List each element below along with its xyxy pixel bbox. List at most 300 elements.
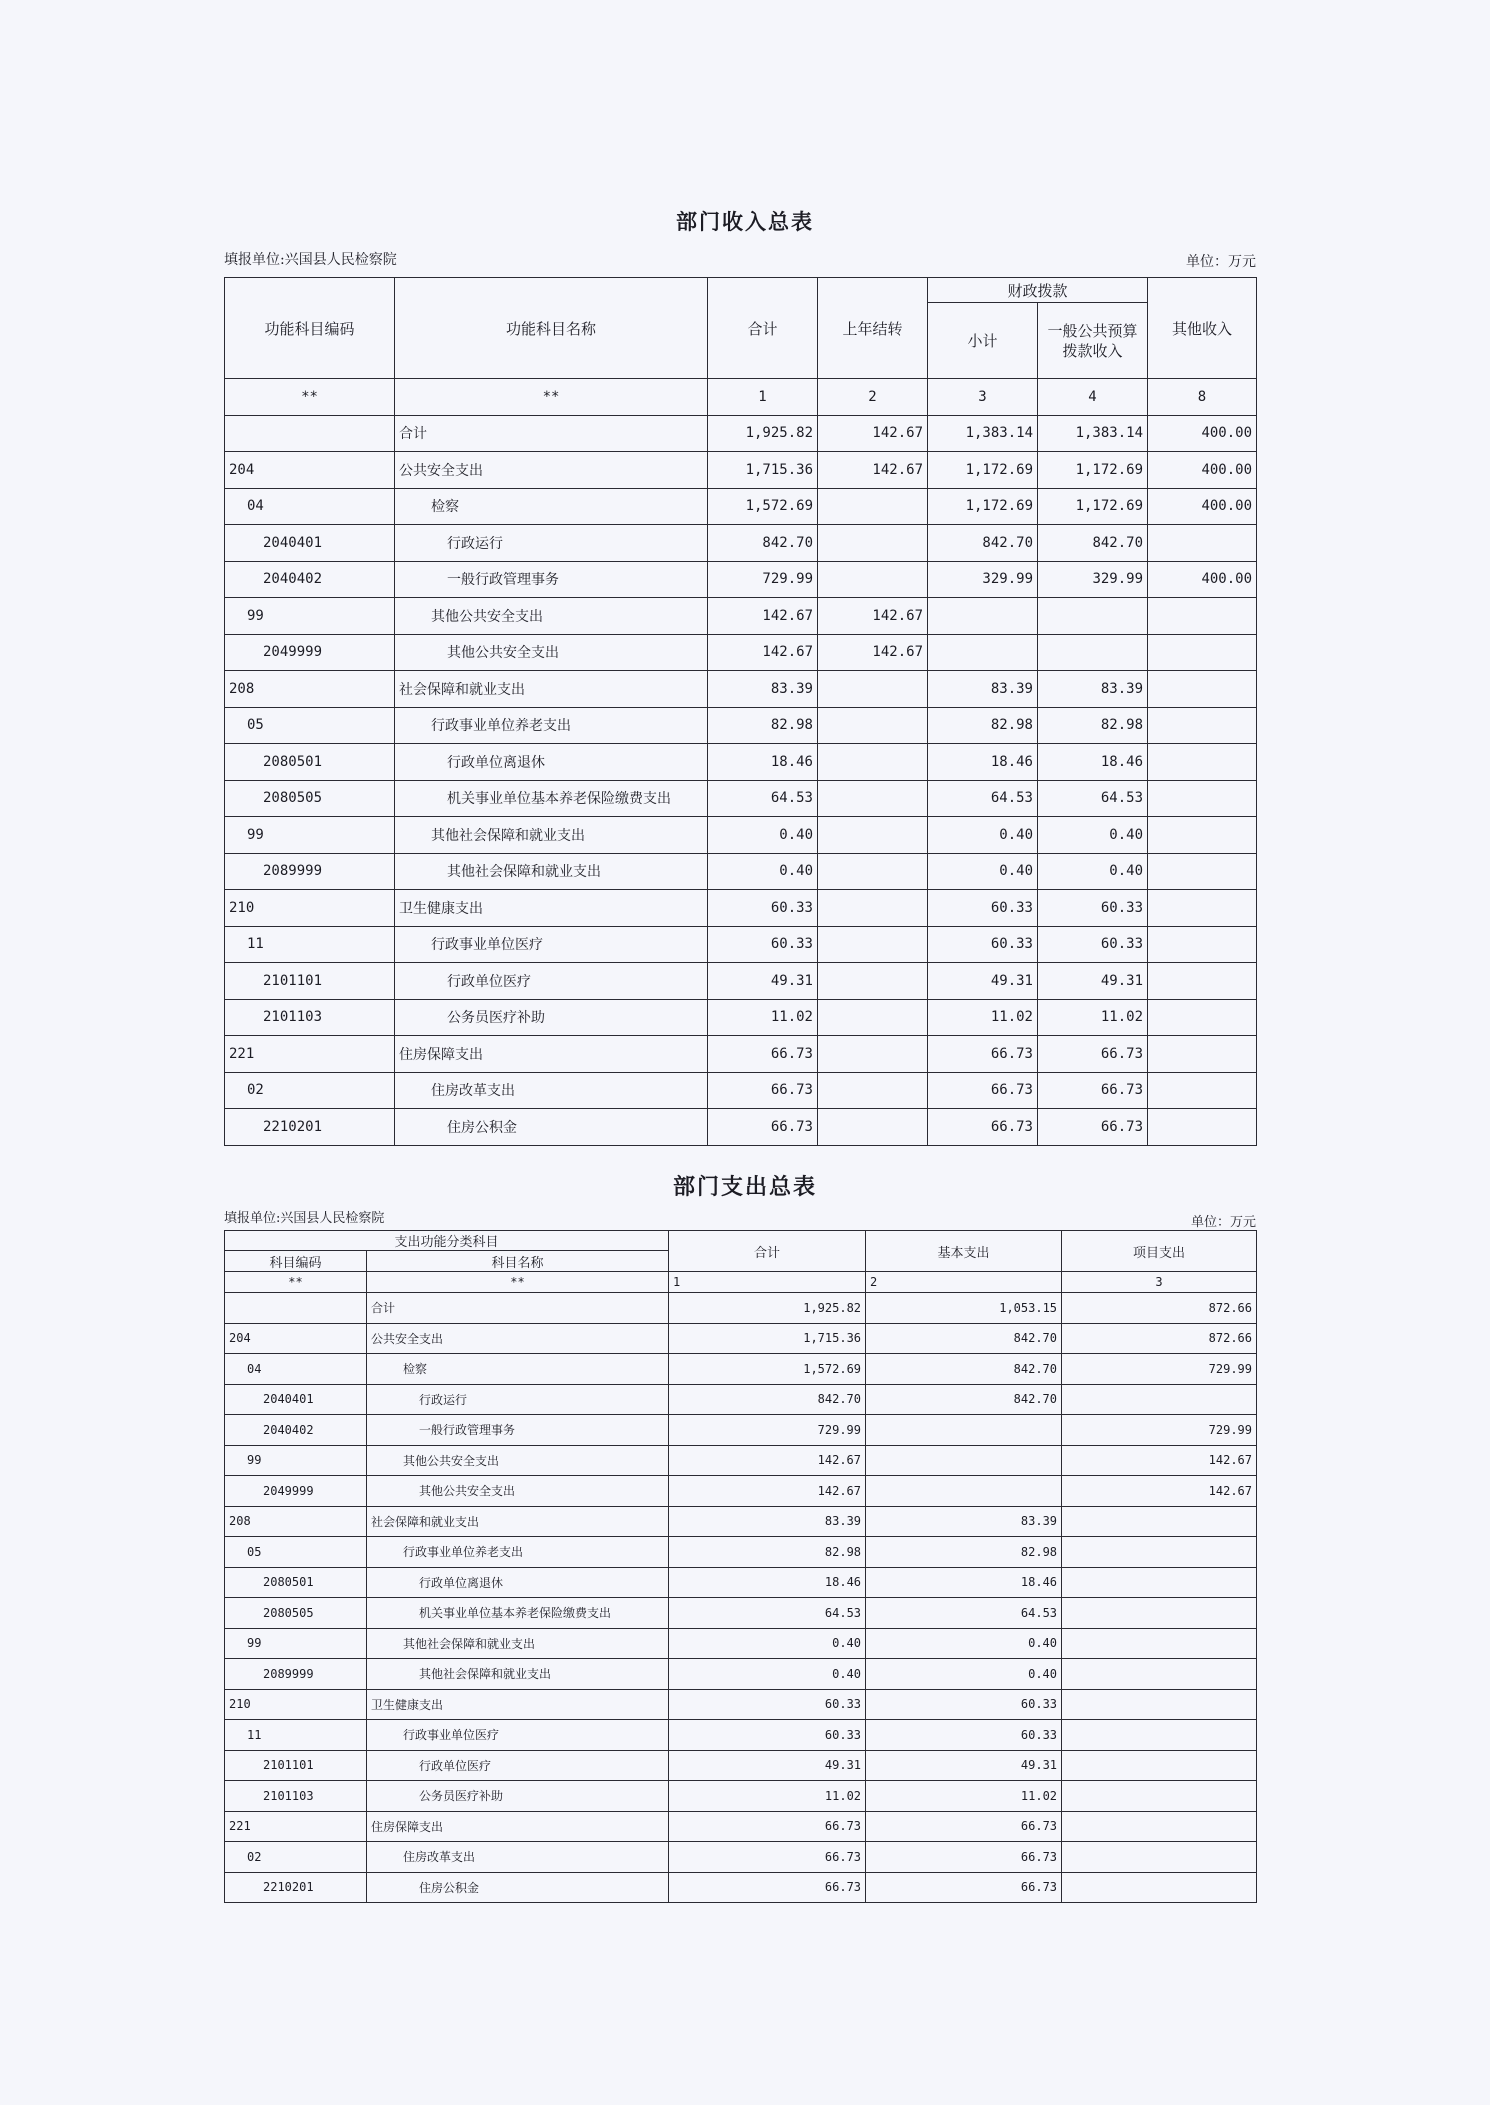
expense-total-cell: 142.67 xyxy=(669,1445,866,1476)
income-general-budget-cell: 66.73 xyxy=(1038,1036,1148,1073)
income-general-budget-cell: 1,172.69 xyxy=(1038,488,1148,525)
expense-col-name: 科目名称 xyxy=(367,1251,669,1272)
expense-code-cell: 208 xyxy=(225,1506,367,1537)
expense-row xyxy=(225,1781,1257,1812)
income-general-budget-cell: 49.31 xyxy=(1038,963,1148,1000)
expense-project-cell xyxy=(1062,1781,1257,1812)
expense-total-cell: 60.33 xyxy=(669,1689,866,1720)
expense-row xyxy=(225,1567,1257,1598)
expense-project-cell xyxy=(1062,1720,1257,1751)
income-name-cell: 住房保障支出 xyxy=(395,1036,708,1073)
expense-row xyxy=(225,1323,1257,1354)
income-code-cell: 2101103 xyxy=(225,999,395,1036)
income-name-cell: 合计 xyxy=(395,415,708,452)
income-unit-label: 填报单位:兴国县人民检察院 xyxy=(224,252,397,268)
income-subtotal-cell: 0.40 xyxy=(928,817,1038,854)
expense-total-cell: 18.46 xyxy=(669,1567,866,1598)
income-code-cell: 2049999 xyxy=(225,634,395,671)
expense-index-cell: ** xyxy=(367,1272,669,1293)
income-total-cell: 142.67 xyxy=(708,598,818,635)
income-row xyxy=(225,488,1257,525)
income-total-cell: 729.99 xyxy=(708,561,818,598)
expense-basic-cell: 64.53 xyxy=(866,1598,1062,1629)
income-subtotal-cell: 0.40 xyxy=(928,853,1038,890)
income-name-cell: 其他公共安全支出 xyxy=(395,634,708,671)
income-row xyxy=(225,452,1257,489)
income-general-budget-cell xyxy=(1038,634,1148,671)
income-index-cell: 8 xyxy=(1148,379,1257,416)
expense-col-basic: 基本支出 xyxy=(866,1231,1062,1272)
income-total-cell: 66.73 xyxy=(708,1072,818,1109)
expense-row xyxy=(225,1598,1257,1629)
income-total-cell: 64.53 xyxy=(708,780,818,817)
income-total-cell: 66.73 xyxy=(708,1036,818,1073)
income-carryover-cell xyxy=(818,1109,928,1146)
expense-total-cell: 83.39 xyxy=(669,1506,866,1537)
expense-project-cell xyxy=(1062,1598,1257,1629)
income-code-cell: 2080505 xyxy=(225,780,395,817)
income-code-cell: 02 xyxy=(225,1072,395,1109)
income-general-budget-cell: 18.46 xyxy=(1038,744,1148,781)
expense-name-cell: 卫生健康支出 xyxy=(367,1689,669,1720)
income-subtotal-cell xyxy=(928,598,1038,635)
income-unit-right: 单位：万元 xyxy=(1186,254,1256,270)
expense-col-project: 项目支出 xyxy=(1062,1231,1257,1272)
income-col-general-budget-line2: 拨款收入 xyxy=(1062,341,1123,360)
expense-index-cell: 1 xyxy=(669,1272,866,1293)
income-other-cell xyxy=(1148,853,1257,890)
income-carryover-cell xyxy=(818,744,928,781)
income-general-budget-cell: 66.73 xyxy=(1038,1072,1148,1109)
expense-index-cell: 2 xyxy=(866,1272,1062,1293)
income-row xyxy=(225,744,1257,781)
income-row xyxy=(225,415,1257,452)
expense-code-cell: 99 xyxy=(225,1628,367,1659)
income-row xyxy=(225,999,1257,1036)
income-col-fiscal-group: 财政拨款 xyxy=(928,278,1148,303)
income-name-cell: 行政事业单位养老支出 xyxy=(395,707,708,744)
income-name-cell: 行政事业单位医疗 xyxy=(395,926,708,963)
income-total-cell: 0.40 xyxy=(708,817,818,854)
income-title: 部门收入总表 xyxy=(676,209,814,234)
income-col-general-budget-line1: 一般公共预算 xyxy=(1047,321,1138,340)
income-row xyxy=(225,926,1257,963)
income-subtotal-cell: 49.31 xyxy=(928,963,1038,1000)
expense-index-row xyxy=(225,1272,1257,1293)
income-carryover-cell xyxy=(818,926,928,963)
income-carryover-cell: 142.67 xyxy=(818,598,928,635)
expense-project-cell xyxy=(1062,1567,1257,1598)
expense-code-cell: 2040401 xyxy=(225,1384,367,1415)
expense-name-cell: 公务员医疗补助 xyxy=(367,1781,669,1812)
income-subtotal-cell: 64.53 xyxy=(928,780,1038,817)
income-subtotal-cell: 329.99 xyxy=(928,561,1038,598)
expense-basic-cell xyxy=(866,1476,1062,1507)
expense-basic-cell: 11.02 xyxy=(866,1781,1062,1812)
expense-project-cell xyxy=(1062,1750,1257,1781)
income-row xyxy=(225,780,1257,817)
expense-name-cell: 住房公积金 xyxy=(367,1872,669,1903)
income-total-cell: 60.33 xyxy=(708,926,818,963)
income-other-cell xyxy=(1148,525,1257,562)
income-subtotal-cell: 66.73 xyxy=(928,1072,1038,1109)
income-subtotal-cell: 66.73 xyxy=(928,1109,1038,1146)
expense-total-cell: 0.40 xyxy=(669,1628,866,1659)
expense-basic-cell: 842.70 xyxy=(866,1323,1062,1354)
income-other-cell: 400.00 xyxy=(1148,452,1257,489)
income-carryover-cell xyxy=(818,488,928,525)
income-other-cell xyxy=(1148,1036,1257,1073)
income-col-other: 其他收入 xyxy=(1148,278,1257,379)
income-carryover-cell: 142.67 xyxy=(818,452,928,489)
income-row xyxy=(225,598,1257,635)
income-name-cell: 住房公积金 xyxy=(395,1109,708,1146)
income-total-cell: 18.46 xyxy=(708,744,818,781)
income-carryover-cell xyxy=(818,707,928,744)
income-index-cell: 4 xyxy=(1038,379,1148,416)
income-subtotal-cell xyxy=(928,634,1038,671)
expense-index-cell: 3 xyxy=(1062,1272,1257,1293)
income-table xyxy=(224,277,1257,1146)
income-subtotal-cell: 83.39 xyxy=(928,671,1038,708)
income-total-cell: 142.67 xyxy=(708,634,818,671)
expense-basic-cell: 1,053.15 xyxy=(866,1293,1062,1324)
expense-row xyxy=(225,1293,1257,1324)
income-subtotal-cell: 11.02 xyxy=(928,999,1038,1036)
income-code-cell: 2040401 xyxy=(225,525,395,562)
income-col-general-budget xyxy=(1038,303,1148,379)
expense-basic-cell xyxy=(866,1445,1062,1476)
income-other-cell xyxy=(1148,671,1257,708)
income-other-cell xyxy=(1148,963,1257,1000)
expense-code-cell: 04 xyxy=(225,1354,367,1385)
income-total-cell: 1,925.82 xyxy=(708,415,818,452)
income-name-cell: 行政单位医疗 xyxy=(395,963,708,1000)
expense-total-cell: 82.98 xyxy=(669,1537,866,1568)
income-carryover-cell: 142.67 xyxy=(818,415,928,452)
income-general-budget-cell: 0.40 xyxy=(1038,853,1148,890)
expense-code-cell: 05 xyxy=(225,1537,367,1568)
expense-code-cell: 2049999 xyxy=(225,1476,367,1507)
expense-code-cell: 2210201 xyxy=(225,1872,367,1903)
income-index-cell: ** xyxy=(395,379,708,416)
expense-index-cell: ** xyxy=(225,1272,367,1293)
expense-row xyxy=(225,1842,1257,1873)
income-code-cell: 05 xyxy=(225,707,395,744)
expense-project-cell: 142.67 xyxy=(1062,1476,1257,1507)
income-total-cell: 60.33 xyxy=(708,890,818,927)
expense-basic-cell: 842.70 xyxy=(866,1384,1062,1415)
expense-project-cell xyxy=(1062,1659,1257,1690)
expense-code-cell: 11 xyxy=(225,1720,367,1751)
expense-col-total: 合计 xyxy=(669,1231,866,1272)
income-carryover-cell xyxy=(818,780,928,817)
income-total-cell: 1,572.69 xyxy=(708,488,818,525)
income-other-cell: 400.00 xyxy=(1148,561,1257,598)
expense-row xyxy=(225,1689,1257,1720)
income-carryover-cell xyxy=(818,1036,928,1073)
income-total-cell: 1,715.36 xyxy=(708,452,818,489)
expense-project-cell xyxy=(1062,1872,1257,1903)
income-other-cell xyxy=(1148,890,1257,927)
income-row xyxy=(225,890,1257,927)
income-total-cell: 49.31 xyxy=(708,963,818,1000)
income-other-cell xyxy=(1148,1072,1257,1109)
expense-basic-cell: 66.73 xyxy=(866,1842,1062,1873)
expense-name-cell: 行政事业单位养老支出 xyxy=(367,1537,669,1568)
expense-table xyxy=(224,1230,1257,1903)
expense-total-cell: 49.31 xyxy=(669,1750,866,1781)
expense-basic-cell: 66.73 xyxy=(866,1811,1062,1842)
income-subtotal-cell: 842.70 xyxy=(928,525,1038,562)
income-name-cell: 其他社会保障和就业支出 xyxy=(395,817,708,854)
income-other-cell xyxy=(1148,999,1257,1036)
expense-total-cell: 64.53 xyxy=(669,1598,866,1629)
expense-code-cell: 221 xyxy=(225,1811,367,1842)
income-general-budget-cell: 11.02 xyxy=(1038,999,1148,1036)
income-row xyxy=(225,817,1257,854)
expense-name-cell: 其他公共安全支出 xyxy=(367,1445,669,1476)
expense-basic-cell: 60.33 xyxy=(866,1689,1062,1720)
expense-row xyxy=(225,1811,1257,1842)
income-code-cell: 11 xyxy=(225,926,395,963)
income-row xyxy=(225,853,1257,890)
income-carryover-cell xyxy=(818,671,928,708)
income-row xyxy=(225,1036,1257,1073)
expense-code-cell: 210 xyxy=(225,1689,367,1720)
expense-row xyxy=(225,1720,1257,1751)
expense-code-cell: 2089999 xyxy=(225,1659,367,1690)
income-subtotal-cell: 1,172.69 xyxy=(928,452,1038,489)
income-subtotal-cell: 1,383.14 xyxy=(928,415,1038,452)
expense-basic-cell: 18.46 xyxy=(866,1567,1062,1598)
income-name-cell: 其他公共安全支出 xyxy=(395,598,708,635)
income-subtotal-cell: 18.46 xyxy=(928,744,1038,781)
income-general-budget-cell: 329.99 xyxy=(1038,561,1148,598)
expense-col-group: 支出功能分类科目 xyxy=(225,1231,669,1251)
income-general-budget-cell xyxy=(1038,598,1148,635)
expense-code-cell: 2080501 xyxy=(225,1567,367,1598)
income-other-cell: 400.00 xyxy=(1148,488,1257,525)
expense-name-cell: 住房保障支出 xyxy=(367,1811,669,1842)
expense-project-cell: 872.66 xyxy=(1062,1323,1257,1354)
expense-name-cell: 其他社会保障和就业支出 xyxy=(367,1628,669,1659)
income-subtotal-cell: 1,172.69 xyxy=(928,488,1038,525)
expense-basic-cell: 0.40 xyxy=(866,1628,1062,1659)
income-carryover-cell xyxy=(818,817,928,854)
expense-row xyxy=(225,1354,1257,1385)
income-col-code: 功能科目编码 xyxy=(225,278,395,379)
expense-name-cell: 住房改革支出 xyxy=(367,1842,669,1873)
income-carryover-cell xyxy=(818,525,928,562)
income-name-cell: 住房改革支出 xyxy=(395,1072,708,1109)
expense-name-cell: 检察 xyxy=(367,1354,669,1385)
expense-row xyxy=(225,1384,1257,1415)
expense-total-cell: 60.33 xyxy=(669,1720,866,1751)
expense-row xyxy=(225,1506,1257,1537)
income-name-cell: 机关事业单位基本养老保险缴费支出 xyxy=(395,780,708,817)
income-code-cell xyxy=(225,415,395,452)
income-total-cell: 11.02 xyxy=(708,999,818,1036)
expense-name-cell: 一般行政管理事务 xyxy=(367,1415,669,1446)
expense-code-cell: 204 xyxy=(225,1323,367,1354)
income-subtotal-cell: 82.98 xyxy=(928,707,1038,744)
income-general-budget-cell: 60.33 xyxy=(1038,926,1148,963)
expense-code-cell: 99 xyxy=(225,1445,367,1476)
income-other-cell xyxy=(1148,1109,1257,1146)
expense-total-cell: 66.73 xyxy=(669,1842,866,1873)
income-other-cell xyxy=(1148,634,1257,671)
income-code-cell: 2089999 xyxy=(225,853,395,890)
income-row xyxy=(225,525,1257,562)
income-carryover-cell: 142.67 xyxy=(818,634,928,671)
income-general-budget-cell: 83.39 xyxy=(1038,671,1148,708)
expense-name-cell: 社会保障和就业支出 xyxy=(367,1506,669,1537)
expense-row xyxy=(225,1476,1257,1507)
expense-total-cell: 1,925.82 xyxy=(669,1293,866,1324)
income-index-cell: 2 xyxy=(818,379,928,416)
expense-title: 部门支出总表 xyxy=(672,1174,817,1200)
expense-project-cell xyxy=(1062,1628,1257,1659)
expense-name-cell: 其他社会保障和就业支出 xyxy=(367,1659,669,1690)
expense-basic-cell: 60.33 xyxy=(866,1720,1062,1751)
expense-code-cell: 2101103 xyxy=(225,1781,367,1812)
income-carryover-cell xyxy=(818,999,928,1036)
income-total-cell: 0.40 xyxy=(708,853,818,890)
expense-project-cell: 142.67 xyxy=(1062,1445,1257,1476)
expense-row xyxy=(225,1537,1257,1568)
expense-name-cell: 其他公共安全支出 xyxy=(367,1476,669,1507)
expense-code-cell: 2040402 xyxy=(225,1415,367,1446)
expense-total-cell: 0.40 xyxy=(669,1659,866,1690)
expense-unit-label: 填报单位:兴国县人民检察院 xyxy=(224,1211,385,1226)
income-code-cell: 04 xyxy=(225,488,395,525)
expense-total-cell: 66.73 xyxy=(669,1811,866,1842)
income-code-cell: 204 xyxy=(225,452,395,489)
expense-col-code: 科目编码 xyxy=(225,1251,367,1272)
expense-project-cell xyxy=(1062,1842,1257,1873)
income-name-cell: 行政运行 xyxy=(395,525,708,562)
income-other-cell xyxy=(1148,817,1257,854)
expense-code-cell: 02 xyxy=(225,1842,367,1873)
income-total-cell: 83.39 xyxy=(708,671,818,708)
income-other-cell xyxy=(1148,598,1257,635)
income-general-budget-cell: 1,383.14 xyxy=(1038,415,1148,452)
expense-total-cell: 66.73 xyxy=(669,1872,866,1903)
expense-basic-cell: 66.73 xyxy=(866,1872,1062,1903)
income-code-cell: 210 xyxy=(225,890,395,927)
income-name-cell: 公务员医疗补助 xyxy=(395,999,708,1036)
expense-total-cell: 11.02 xyxy=(669,1781,866,1812)
income-code-cell: 2040402 xyxy=(225,561,395,598)
income-row xyxy=(225,963,1257,1000)
income-code-cell: 99 xyxy=(225,598,395,635)
income-col-carryover: 上年结转 xyxy=(818,278,928,379)
expense-row xyxy=(225,1628,1257,1659)
income-general-budget-cell: 60.33 xyxy=(1038,890,1148,927)
income-general-budget-cell: 64.53 xyxy=(1038,780,1148,817)
income-general-budget-cell: 1,172.69 xyxy=(1038,452,1148,489)
income-row xyxy=(225,561,1257,598)
expense-basic-cell: 83.39 xyxy=(866,1506,1062,1537)
income-subtotal-cell: 66.73 xyxy=(928,1036,1038,1073)
expense-project-cell xyxy=(1062,1689,1257,1720)
expense-project-cell xyxy=(1062,1384,1257,1415)
expense-project-cell: 729.99 xyxy=(1062,1415,1257,1446)
expense-unit-right: 单位：万元 xyxy=(1190,1215,1256,1230)
expense-basic-cell: 0.40 xyxy=(866,1659,1062,1690)
expense-basic-cell: 49.31 xyxy=(866,1750,1062,1781)
income-row xyxy=(225,634,1257,671)
income-subtotal-cell: 60.33 xyxy=(928,926,1038,963)
income-header-row xyxy=(225,278,1257,303)
expense-project-cell xyxy=(1062,1537,1257,1568)
expense-row xyxy=(225,1659,1257,1690)
income-carryover-cell xyxy=(818,1072,928,1109)
expense-total-cell: 142.67 xyxy=(669,1476,866,1507)
income-general-budget-cell: 66.73 xyxy=(1038,1109,1148,1146)
expense-name-cell: 机关事业单位基本养老保险缴费支出 xyxy=(367,1598,669,1629)
expense-total-cell: 842.70 xyxy=(669,1384,866,1415)
income-name-cell: 一般行政管理事务 xyxy=(395,561,708,598)
income-col-total: 合计 xyxy=(708,278,818,379)
income-index-row xyxy=(225,379,1257,416)
expense-name-cell: 合计 xyxy=(367,1293,669,1324)
income-carryover-cell xyxy=(818,561,928,598)
income-index-cell: 3 xyxy=(928,379,1038,416)
income-code-cell: 2101101 xyxy=(225,963,395,1000)
expense-name-cell: 行政单位医疗 xyxy=(367,1750,669,1781)
income-other-cell: 400.00 xyxy=(1148,415,1257,452)
expense-basic-cell: 842.70 xyxy=(866,1354,1062,1385)
income-subtotal-cell: 60.33 xyxy=(928,890,1038,927)
income-name-cell: 行政单位离退休 xyxy=(395,744,708,781)
expense-total-cell: 1,572.69 xyxy=(669,1354,866,1385)
income-other-cell xyxy=(1148,707,1257,744)
expense-total-cell: 729.99 xyxy=(669,1415,866,1446)
income-general-budget-cell: 82.98 xyxy=(1038,707,1148,744)
income-code-cell: 99 xyxy=(225,817,395,854)
income-other-cell xyxy=(1148,744,1257,781)
income-code-cell: 2210201 xyxy=(225,1109,395,1146)
expense-name-cell: 行政事业单位医疗 xyxy=(367,1720,669,1751)
income-total-cell: 842.70 xyxy=(708,525,818,562)
income-name-cell: 公共安全支出 xyxy=(395,452,708,489)
income-index-cell: ** xyxy=(225,379,395,416)
expense-project-cell xyxy=(1062,1506,1257,1537)
income-row xyxy=(225,1109,1257,1146)
income-name-cell: 社会保障和就业支出 xyxy=(395,671,708,708)
income-other-cell xyxy=(1148,926,1257,963)
income-row xyxy=(225,1072,1257,1109)
income-col-subtotal: 小计 xyxy=(928,303,1038,379)
expense-total-cell: 1,715.36 xyxy=(669,1323,866,1354)
income-carryover-cell xyxy=(818,890,928,927)
income-other-cell xyxy=(1148,780,1257,817)
expense-row xyxy=(225,1750,1257,1781)
income-code-cell: 221 xyxy=(225,1036,395,1073)
income-name-cell: 检察 xyxy=(395,488,708,525)
income-carryover-cell xyxy=(818,853,928,890)
income-code-cell: 208 xyxy=(225,671,395,708)
income-name-cell: 其他社会保障和就业支出 xyxy=(395,853,708,890)
expense-code-cell: 2080505 xyxy=(225,1598,367,1629)
expense-name-cell: 行政单位离退休 xyxy=(367,1567,669,1598)
income-general-budget-cell: 842.70 xyxy=(1038,525,1148,562)
expense-basic-cell: 82.98 xyxy=(866,1537,1062,1568)
income-general-budget-cell: 0.40 xyxy=(1038,817,1148,854)
expense-row xyxy=(225,1415,1257,1446)
